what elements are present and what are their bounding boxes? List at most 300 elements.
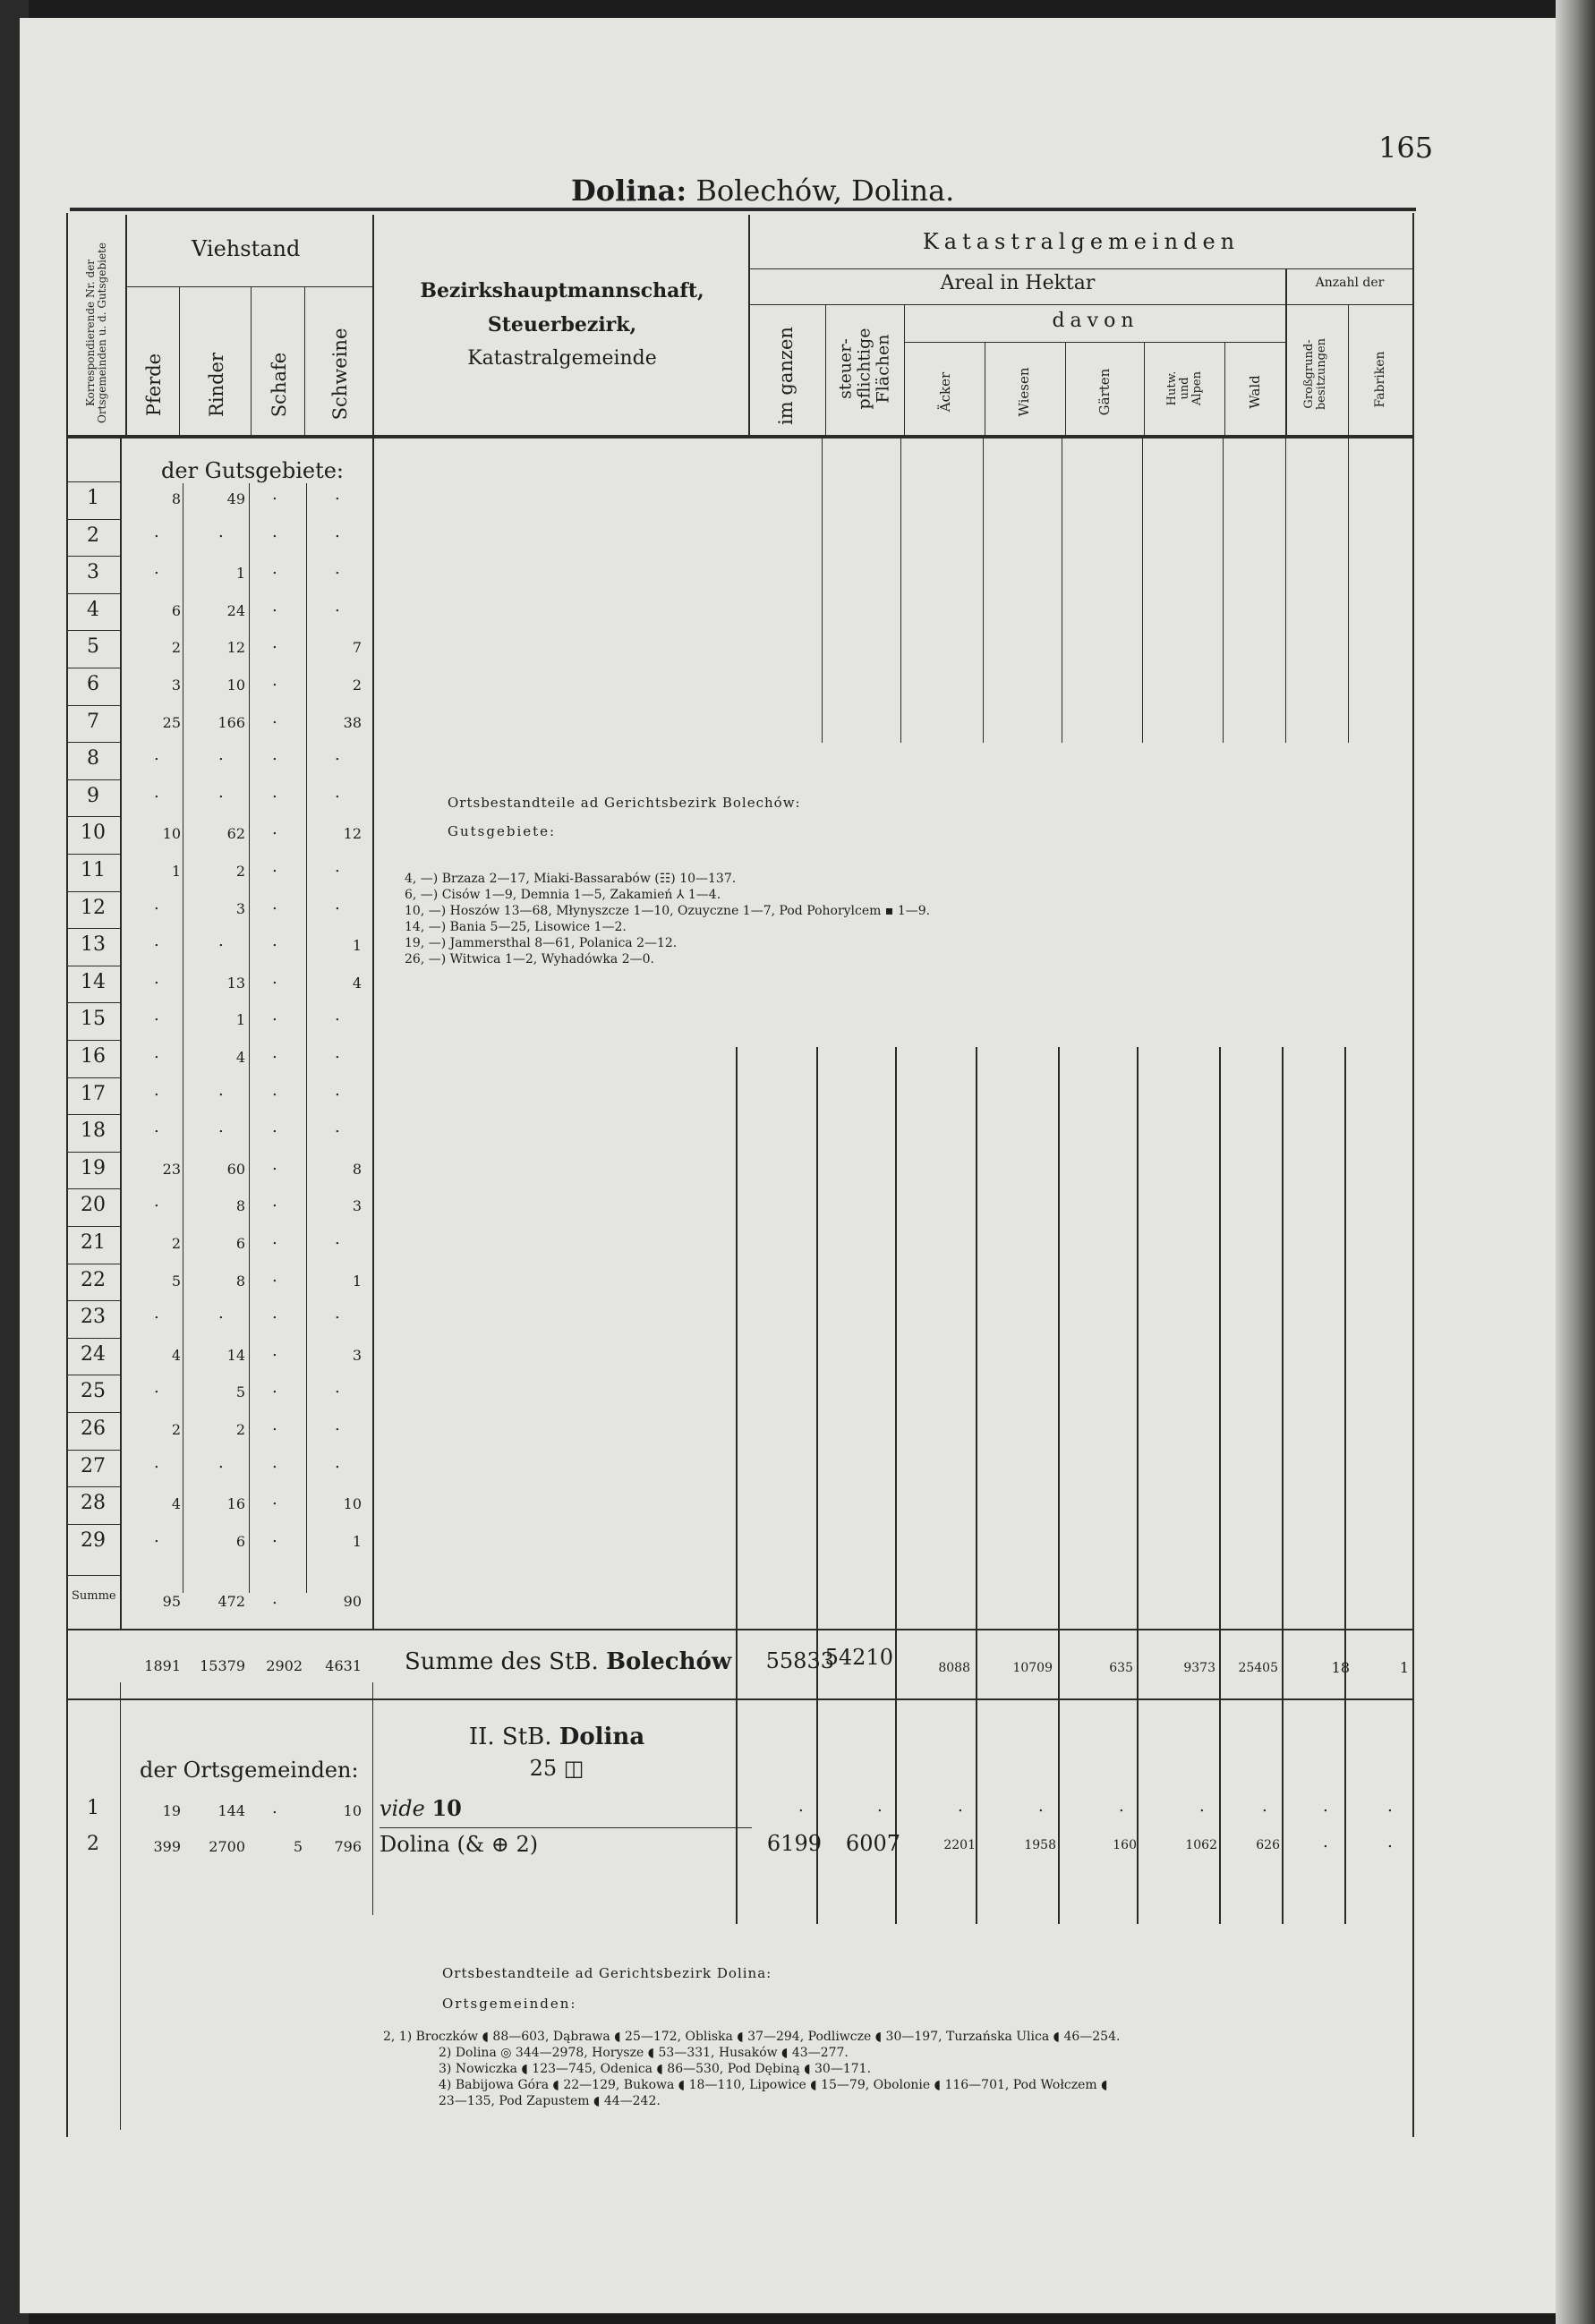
empty-cell: .	[272, 895, 277, 914]
header-im-ganzen: im ganzen	[775, 327, 797, 425]
empty-cell: .	[272, 1230, 277, 1248]
empty-cell: .	[272, 820, 277, 839]
ortsbestand-line: 2, 1) Broczków ◖ 88—603, Dąbrawa ◖ 25—172, Obliska ◖ 37—294, Podliwcze ◖ 30—197, Turzańska Ulica ◖ 46—254.	[383, 2030, 1121, 2044]
empty-cell: .	[218, 1081, 224, 1100]
row-number: 7	[87, 711, 99, 733]
area-col-rule	[1137, 1047, 1139, 1924]
empty-cell: .	[877, 1797, 883, 1816]
header-steuer-1: steuer-	[835, 338, 856, 399]
col-rule	[372, 215, 374, 437]
cell-value: 13	[226, 975, 245, 992]
cell-value: 12	[343, 825, 362, 842]
cell-value: 2	[171, 639, 181, 656]
stb-bolechow-top-rule	[66, 1629, 1412, 1630]
row-rule	[66, 1114, 120, 1115]
empty-cell: .	[272, 523, 277, 541]
ortsbestand-line: 23—135, Pod Zapustem ◖ 44—242.	[439, 2094, 661, 2108]
stb-bolechow-gross: 18	[1331, 1659, 1350, 1676]
cell-value: 626	[1256, 1838, 1280, 1852]
header-hutw-2: und	[1178, 377, 1191, 400]
cell-value: 5	[293, 1838, 303, 1855]
row-number: 22	[81, 1269, 106, 1291]
cell-value: 1	[352, 1533, 362, 1550]
row-number: 23	[81, 1306, 106, 1328]
cell-value: 6	[235, 1235, 245, 1252]
col-rule	[251, 286, 252, 437]
area-col-rule	[900, 438, 901, 743]
stb-bolechow-schweine: 4631	[325, 1657, 362, 1674]
area-col-rule	[816, 1047, 818, 1924]
header-areal: Areal in Hektar	[940, 272, 1096, 294]
cell-value: 166	[218, 714, 245, 731]
header-gross	[1303, 338, 1328, 410]
row-rule	[66, 1412, 120, 1413]
empty-cell: .	[272, 559, 277, 578]
row-rule	[748, 268, 1412, 269]
row-number: 16	[81, 1045, 106, 1068]
empty-cell: .	[272, 1043, 277, 1062]
cell-value: 796	[334, 1838, 362, 1855]
cell-value: 23	[162, 1161, 181, 1178]
empty-cell: .	[218, 1304, 224, 1323]
header-wiesen: Wiesen	[1016, 367, 1032, 417]
row-number: 12	[81, 897, 106, 919]
empty-cell: .	[218, 932, 224, 950]
row-number: 29	[81, 1529, 106, 1552]
cell-value: 19	[162, 1802, 181, 1819]
empty-cell: .	[335, 1043, 340, 1062]
header-schafe: Schafe	[269, 352, 290, 418]
area-col-rule	[1285, 438, 1286, 743]
empty-cell: .	[335, 895, 340, 914]
empty-cell: .	[272, 634, 277, 652]
empty-cell: .	[335, 1416, 340, 1434]
ortsbestand-line: 3) Nowiczka ◖ 123—745, Odenica ◖ 86—530, Pod Dębiną ◖ 30—171.	[439, 2062, 872, 2076]
row-number: 8	[87, 747, 99, 770]
nr-col-rule-lower	[120, 1682, 121, 2130]
ortsbestand-line: 4, —) Brzaza 2—17, Miaki-Bassarabów (☷) 10—137.	[405, 872, 737, 886]
col-rule	[904, 304, 905, 437]
row-number: 10	[81, 821, 106, 844]
empty-cell: .	[272, 1118, 277, 1136]
cell-value: 6	[235, 1533, 245, 1550]
cell-value: 2	[171, 1235, 181, 1252]
ortsbestand-bolechow-sub: Gutsgebiete:	[448, 823, 557, 839]
cell-value: 1062	[1185, 1838, 1217, 1852]
col-rule	[304, 286, 305, 437]
empty-cell: .	[335, 1378, 340, 1397]
header-steuer-2: pflichtige	[854, 328, 874, 410]
row-number: 1	[87, 1797, 99, 1819]
col-rule	[1348, 304, 1349, 437]
header-hutw-3: Alpen	[1190, 371, 1204, 405]
gutsgebiete-label: der Gutsgebiete:	[161, 458, 344, 483]
ortsgemeinden-label: der Ortsgemeinden:	[140, 1758, 359, 1783]
page-title-bold: Dolina:	[571, 174, 687, 208]
empty-cell: .	[218, 1118, 224, 1136]
empty-cell: .	[154, 1453, 159, 1472]
stb-bolechow-rinder: 15379	[200, 1657, 245, 1674]
row-rule	[66, 630, 120, 631]
empty-cell: .	[335, 559, 340, 578]
cell-value: 2	[171, 1421, 181, 1438]
row-number: 11	[81, 859, 106, 881]
row-rule	[66, 1188, 120, 1189]
nr-col-rule	[120, 438, 122, 1629]
stb-dolina-title	[378, 1724, 736, 1750]
row-rule	[66, 1152, 120, 1153]
stb-bolechow-label-bold: Bolechów	[606, 1648, 732, 1675]
cell-value: 2	[235, 1421, 245, 1438]
empty-cell: .	[335, 597, 340, 616]
empty-cell: .	[154, 1118, 159, 1136]
empty-cell: .	[272, 709, 277, 728]
area-col-rule	[822, 438, 823, 743]
cell-value: 1	[171, 863, 181, 880]
row-rule	[66, 1226, 120, 1227]
header-fabriken: Fabriken	[1373, 351, 1387, 408]
header-hutw	[1166, 371, 1204, 406]
empty-cell: .	[335, 1304, 340, 1323]
table-top-rule	[70, 208, 1416, 211]
row-rule	[66, 854, 120, 855]
empty-cell: .	[335, 783, 340, 802]
cell-value: 8	[235, 1197, 245, 1214]
empty-cell: .	[218, 523, 224, 541]
cell-value: 8	[352, 1161, 362, 1178]
row-number: 2	[87, 524, 99, 547]
gemeinde-name-bold: 10	[431, 1795, 462, 1821]
cell-value: 10	[343, 1495, 362, 1512]
stb-dolina-title-bold: Dolina	[559, 1724, 645, 1750]
row-number: 1	[87, 487, 99, 509]
cell-value: 160	[1113, 1838, 1137, 1852]
col-rule	[825, 304, 826, 437]
empty-cell: .	[335, 1006, 340, 1025]
empty-cell: .	[218, 745, 224, 764]
row-number: 24	[81, 1343, 106, 1366]
header-pferde: Pferde	[143, 353, 165, 417]
empty-cell: .	[272, 1799, 277, 1817]
cell-value: 6	[171, 602, 181, 619]
empty-cell: .	[272, 1378, 277, 1397]
cell-value: 2201	[943, 1838, 976, 1852]
cell-value: 8	[235, 1273, 245, 1290]
area-col-rule	[983, 438, 984, 743]
empty-cell: .	[154, 1043, 159, 1062]
empty-cell: .	[154, 1304, 159, 1323]
stb-bolechow-label	[405, 1648, 731, 1675]
cell-value: 399	[153, 1838, 181, 1855]
cell-value: 6199	[766, 1831, 822, 1856]
empty-cell: .	[335, 857, 340, 876]
empty-cell: .	[1387, 1797, 1393, 1816]
empty-cell: .	[272, 1081, 277, 1100]
bezirk-col-left-rule-lower	[372, 1682, 373, 1915]
row-rule	[380, 1827, 752, 1828]
row-number: 3	[87, 561, 99, 583]
cell-value: 62	[226, 825, 245, 842]
cell-value: 6007	[845, 1831, 900, 1856]
empty-cell: .	[798, 1797, 804, 1816]
empty-cell: .	[958, 1797, 963, 1816]
empty-cell: .	[154, 932, 159, 950]
cell-value: 10	[226, 677, 245, 694]
row-number: 15	[81, 1008, 106, 1030]
cell-value: 2700	[209, 1838, 245, 1855]
cell-value: 2	[352, 677, 362, 694]
row-rule	[66, 1338, 120, 1339]
empty-cell: .	[154, 895, 159, 914]
area-col-rule	[895, 1047, 897, 1924]
row-rule	[66, 481, 120, 482]
stb-dolina-sub: 25 ◫	[529, 1756, 584, 1781]
row-number: 19	[81, 1157, 106, 1179]
stb-bolechow-schafe: 2902	[266, 1657, 303, 1674]
header-aecker: Äcker	[937, 371, 953, 413]
empty-cell: .	[335, 485, 340, 504]
empty-cell: .	[154, 1006, 159, 1025]
col-rule	[1224, 342, 1225, 437]
col-rule	[1285, 268, 1287, 437]
header-gaerten: Gärten	[1096, 368, 1113, 416]
empty-cell: .	[272, 1341, 277, 1360]
col-rule	[1144, 342, 1145, 437]
row-rule	[66, 816, 120, 817]
empty-cell: .	[335, 523, 340, 541]
page-title	[571, 174, 954, 208]
ortsbestand-line: 2) Dolina ◎ 344—2978, Horysze ◖ 53—331, Husaków ◖ 43—277.	[439, 2046, 849, 2060]
cell-value: 8	[171, 490, 181, 507]
row-rule	[66, 891, 120, 892]
empty-cell: .	[272, 597, 277, 616]
col-rule	[125, 215, 127, 437]
empty-cell: .	[272, 671, 277, 690]
page	[20, 18, 1568, 2313]
summe-label: Summe	[72, 1589, 116, 1603]
row-rule	[66, 1300, 120, 1301]
empty-cell: .	[272, 932, 277, 950]
rinder-schafe-rule	[249, 483, 250, 1593]
empty-cell: .	[272, 745, 277, 764]
empty-cell: .	[1323, 1797, 1328, 1816]
ortsbestand-line: 26, —) Witwica 1—2, Wyhadówka 2—0.	[405, 952, 654, 966]
area-col-rule	[736, 1047, 738, 1924]
cell-value: 7	[352, 639, 362, 656]
empty-cell: .	[272, 1304, 277, 1323]
row-rule	[66, 705, 120, 706]
stb-dolina-title-pre: II. StB.	[468, 1724, 559, 1750]
cell-value: 2	[235, 863, 245, 880]
row-rule	[66, 742, 120, 743]
cell-value: 3	[171, 677, 181, 694]
area-col-rule	[1219, 1047, 1221, 1924]
col-rule	[1065, 342, 1066, 437]
row-number: 4	[87, 599, 99, 621]
empty-cell: .	[1119, 1797, 1124, 1816]
header-hutw-1: Hutw.	[1165, 370, 1179, 406]
area-col-rule	[1344, 1047, 1346, 1924]
row-number: 5	[87, 635, 99, 658]
header-steuer-3: Flächen	[873, 334, 893, 404]
row-number: 6	[87, 673, 99, 695]
table-right-rule	[1412, 213, 1414, 2137]
page-number: 165	[1378, 131, 1434, 165]
row-rule	[904, 342, 1285, 343]
header-schweine: Schweine	[329, 328, 351, 421]
row-rule	[66, 556, 120, 557]
cell-value: 1958	[1024, 1838, 1056, 1852]
summe-pferde: 95	[162, 1593, 181, 1610]
cell-value: 3	[235, 900, 245, 917]
cell-value: 1	[352, 937, 362, 954]
row-rule	[748, 304, 1412, 305]
cell-value: 3	[352, 1347, 362, 1364]
empty-cell: .	[335, 1118, 340, 1136]
area-col-rule	[1142, 438, 1143, 743]
empty-cell: .	[154, 1192, 159, 1211]
row-rule	[66, 593, 120, 594]
cell-value: 4	[235, 1049, 245, 1066]
cell-value: 16	[226, 1495, 245, 1512]
empty-cell: .	[1262, 1797, 1267, 1816]
empty-cell: .	[154, 969, 159, 988]
summe-rinder: 472	[218, 1593, 245, 1610]
header-davon: davon	[1052, 310, 1139, 332]
stb-bolechow-label-pre: Summe des StB.	[405, 1648, 607, 1675]
empty-cell: .	[154, 1378, 159, 1397]
gemeinde-name	[380, 1795, 462, 1821]
ortsbestand-line: 4) Babijowa Góra ◖ 22—129, Bukowa ◖ 18—110, Lipowice ◖ 15—79, Obolonie ◖ 116—701, Pod Wołczem ◖	[439, 2078, 1108, 2092]
row-number: 13	[81, 933, 106, 956]
area-col-rule	[976, 1047, 977, 1924]
row-number: 28	[81, 1492, 106, 1514]
empty-cell: .	[272, 1416, 277, 1434]
empty-cell: .	[154, 783, 159, 802]
cell-value: 25	[162, 714, 181, 731]
empty-cell: .	[272, 1528, 277, 1546]
page-title-rest: Bolechów, Dolina.	[687, 174, 955, 208]
empty-cell: .	[272, 783, 277, 802]
cell-value: 4	[352, 975, 362, 992]
header-bezirk1: Bezirkshauptmannschaft,	[420, 279, 704, 302]
row-rule	[66, 1077, 120, 1078]
ortsbestand-bolechow-title: Ortsbestandteile ad Gerichtsbezirk Bolechów:	[448, 795, 801, 811]
row-number: 20	[81, 1194, 106, 1216]
ortsbestand-line: 10, —) Hoszów 13—68, Młynyszcze 1—10, Ozuyczne 1—7, Pod Pohorylcem ▪ 1—9.	[405, 904, 931, 918]
row-rule	[66, 519, 120, 520]
header-bezirk3: Katastralgemeinde	[467, 347, 657, 370]
gemeinde-name-pre: Dolina (& ⊕ 2)	[380, 1832, 539, 1857]
row-rule	[66, 1524, 120, 1525]
row-rule	[66, 779, 120, 780]
row-rule	[66, 1486, 120, 1487]
empty-cell: .	[154, 523, 159, 541]
row-number: 18	[81, 1119, 106, 1142]
row-rule	[125, 286, 372, 287]
cell-value: 10	[343, 1802, 362, 1819]
empty-cell: .	[335, 1453, 340, 1472]
ortsbestand-line: 14, —) Bania 5—25, Lisowice 1—2.	[405, 920, 627, 934]
empty-cell: .	[335, 745, 340, 764]
ortsbestand-line: 6, —) Cisów 1—9, Demnia 1—5, Zakamień ⅄ 1—4.	[405, 888, 721, 902]
area-col-rule	[1223, 438, 1224, 743]
cell-value: 4	[171, 1347, 181, 1364]
row-rule	[66, 1450, 120, 1451]
stb-bolechow-im-ganzen: 55833	[765, 1648, 834, 1673]
ortsbestand-line: 19, —) Jammersthal 8—61, Polanica 2—12.	[405, 936, 678, 950]
cell-value: 4	[171, 1495, 181, 1512]
empty-cell: .	[154, 1081, 159, 1100]
stb-bolechow-bottom-rule	[66, 1698, 1412, 1700]
cell-value: 144	[218, 1802, 245, 1819]
summe-schafe: .	[272, 1589, 277, 1608]
schafe-schweine-rule	[306, 483, 307, 1593]
empty-cell: .	[218, 783, 224, 802]
cell-value: 24	[226, 602, 245, 619]
empty-cell: .	[218, 1453, 224, 1472]
stb-bolechow-steuer: 54210	[824, 1645, 893, 1670]
gemeinde-name-pre: vide	[380, 1796, 432, 1821]
cell-value: 49	[226, 490, 245, 507]
cell-value: 5	[235, 1383, 245, 1400]
header-viehstand: Viehstand	[192, 236, 301, 261]
empty-cell: .	[335, 1081, 340, 1100]
cell-value: 12	[226, 639, 245, 656]
cell-value: 60	[226, 1161, 245, 1178]
stb-bolechow-fabriken: 1	[1399, 1659, 1409, 1676]
row-number: 26	[81, 1417, 106, 1440]
header-steuer	[837, 328, 893, 410]
gemeinde-name	[380, 1831, 538, 1857]
empty-cell: .	[272, 1453, 277, 1472]
empty-cell: .	[272, 969, 277, 988]
header-gross-1: Großgrund-	[1302, 339, 1316, 409]
stb-bolechow-wald: 25405	[1238, 1661, 1278, 1675]
stb-bolechow-gaerten: 635	[1109, 1661, 1133, 1675]
ortsbestand-dolina-title: Ortsbestandteile ad Gerichtsbezirk Dolina:	[442, 1965, 772, 1981]
empty-cell: .	[272, 1490, 277, 1509]
header-korr: Korrespondierende Nr. der Ortsgemeinden u. d. Gutsgebiete	[84, 243, 108, 424]
col-rule	[179, 286, 180, 437]
stb-bolechow-aecker: 8088	[938, 1661, 970, 1675]
empty-cell: .	[154, 745, 159, 764]
empty-cell: .	[1038, 1797, 1044, 1816]
empty-cell: .	[1199, 1797, 1205, 1816]
header-gross-2: besitzungen	[1315, 337, 1328, 411]
row-number: 9	[87, 785, 99, 807]
header-bottom-rule	[66, 435, 1412, 438]
row-rule	[66, 928, 120, 929]
row-rule	[66, 1002, 120, 1003]
cell-value: 38	[343, 714, 362, 731]
area-col-rule	[1348, 438, 1349, 743]
header-bezirk2: Steuerbezirk,	[487, 313, 637, 336]
empty-cell: .	[272, 485, 277, 504]
empty-cell: .	[272, 857, 277, 876]
row-number: 21	[81, 1231, 106, 1254]
empty-cell: .	[1387, 1833, 1393, 1852]
row-number: 25	[81, 1380, 106, 1402]
row-number: 27	[81, 1455, 106, 1477]
cell-value: 10	[162, 825, 181, 842]
empty-cell: .	[272, 1006, 277, 1025]
stb-bolechow-wiesen: 10709	[1012, 1661, 1053, 1675]
stb-bolechow-hutw: 9373	[1183, 1661, 1215, 1675]
row-rule	[66, 1040, 120, 1041]
empty-cell: .	[154, 1528, 159, 1546]
empty-cell: .	[335, 1230, 340, 1248]
